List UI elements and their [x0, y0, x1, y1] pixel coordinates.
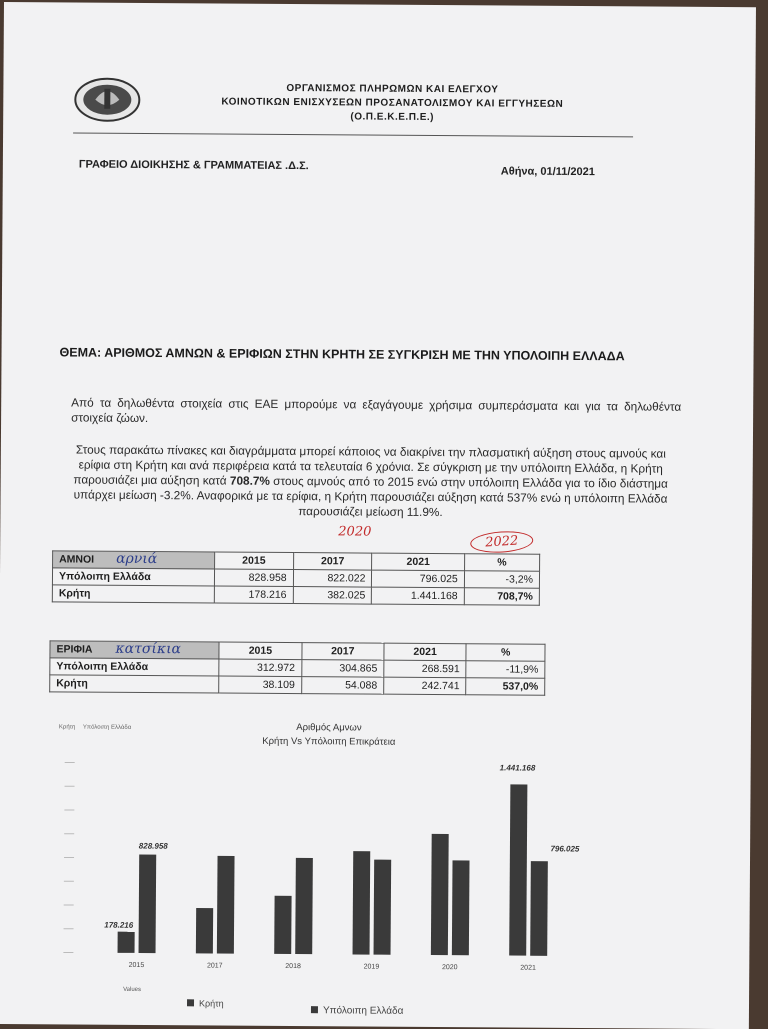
- subject-heading: ΘΕΜΑ: ΑΡΙΘΜΟΣ ΑΜΝΩΝ & ΕΡΙΦΙΩΝ ΣΤΗΝ ΚΡΗΤΗ ΣΕ ΣΥΓΚΡΙΣΗ ΜΕ ΤΗΝ ΥΠΟΛΟΙΠΗ ΕΛΛΑΔΑ: [59, 344, 659, 364]
- row-label: Υπόλοιπη Ελλάδα: [52, 568, 214, 586]
- x-tick-label: 2021: [520, 965, 536, 972]
- handwritten-note-red-2020: 2020: [338, 524, 371, 539]
- chart-plot: [47, 714, 609, 1028]
- data-label: 796.025: [550, 844, 580, 853]
- legend-label-ypoloipi: Υπόλοιπη Ελλάδα: [323, 1004, 404, 1017]
- legend-label-kriti: Κρήτη: [199, 998, 224, 1008]
- lambs-bar-chart: [47, 714, 609, 1028]
- data-label: 828.958: [139, 842, 169, 851]
- paragraph-analysis-part-c: στους αμνούς από το 2015 ενώ στην υπόλοιπη Ελλάδα για το ίδιο διάστημα υπάρχει μείωση -3.2%. Αναφορικά με τα ερίφια, η Κρήτη παρουσιάζει αύξηση κατά 537% ενώ η υπόλοιπη Ελλάδα παρουσιάζει μείωση 11.9%.: [74, 474, 668, 519]
- legend-swatch-kriti: [187, 999, 194, 1006]
- chart-title: Αριθμός Αμνων: [49, 720, 609, 735]
- bar-kriti: [274, 896, 291, 954]
- table-cell: 828.958: [214, 569, 293, 587]
- chart-subtitle: Κρήτη Vs Υπόλοιπη Επικράτεια: [49, 734, 609, 749]
- bar-kriti: [509, 784, 527, 955]
- table-cell: 537,0%: [466, 678, 545, 696]
- x-tick-label: 2017: [207, 962, 223, 969]
- bar-ypoloipi: [374, 860, 392, 955]
- org-line-1: ΟΡΓΑΝΙΣΜΟΣ ΠΛΗΡΩΜΩΝ ΚΑΙ ΕΛΕΓΧΟΥ: [157, 81, 627, 98]
- bar-ypoloipi: [452, 860, 470, 955]
- document-date: Αθήνα, 01/11/2021: [501, 165, 595, 178]
- handwritten-note-kids: κατσίκια: [115, 641, 181, 657]
- series-corner-label: Κρήτη: [59, 723, 76, 730]
- bar-kriti: [196, 908, 213, 953]
- data-label: 1.441.168: [500, 763, 536, 772]
- table-title: ΑΜΝΟΙ: [59, 553, 94, 565]
- table-title: ΕΡΙΦΙΑ: [56, 643, 92, 655]
- paragraph-analysis-part-a: Στους παρακάτω πίνακες και διαγράμματα μπορεί κάποιος να διακρίνει την πλασματική αύξηση στους αμνούς και ερίφια στη Κρήτη και ανά περιφέρεια κατά τα τελευταία 6 χρόνια. Σε σύγκριση με την υπόλοιπη Ελλάδα, η Κρήτη παρουσιάζει μια αύξηση κατά: [73, 443, 666, 488]
- bar-kriti: [118, 932, 135, 953]
- table-header: 2017: [302, 643, 384, 661]
- table-header: %: [464, 554, 539, 572]
- table-cell: -3,2%: [464, 571, 539, 589]
- bar-ypoloipi: [139, 855, 157, 954]
- table-header: 2015: [214, 552, 293, 570]
- table-header: 2021: [372, 553, 464, 571]
- table-cell: 822.022: [293, 570, 372, 588]
- table-cell: 382.025: [293, 587, 372, 605]
- data-label: 178.216: [104, 921, 134, 930]
- table-cell: 1.441.168: [372, 587, 464, 605]
- paragraph-analysis-highlight: 708.7%: [230, 474, 270, 488]
- row-label: Υπόλοιπη Ελλάδα: [50, 658, 219, 676]
- document-page: [0, 2, 756, 1029]
- organization-logo-icon: [73, 76, 141, 122]
- x-tick-label: 2019: [364, 964, 380, 971]
- table-cell: 304.865: [301, 660, 383, 678]
- table-cell: -11,9%: [466, 661, 545, 679]
- bar-ypoloipi: [295, 858, 313, 954]
- paragraph-intro: Από τα δηλωθέντα στοιχεία στις ΕΑΕ μπορούμε να εξαγάγουμε χρήσιμα συμπεράσματα και για τα δηλωθέντα στοιχεία ζώων.: [71, 395, 681, 429]
- table-cell: 268.591: [384, 660, 466, 678]
- paragraph-analysis: [62, 442, 679, 521]
- table-header: %: [466, 644, 545, 662]
- handwritten-note-red-2022: 2022: [470, 530, 534, 555]
- table-cell: 796.025: [372, 570, 464, 588]
- handwritten-note-lambs: αρνιά: [116, 551, 157, 567]
- table-row: [52, 585, 539, 605]
- bar-ypoloipi: [217, 856, 235, 954]
- x-tick-label: 2018: [285, 963, 301, 970]
- x-tick-label: 2015: [129, 962, 145, 969]
- x-tick-label: 2020: [442, 964, 458, 971]
- table-header: 2017: [293, 553, 372, 571]
- table-cell: 708,7%: [464, 588, 539, 606]
- table-cell: 54.088: [301, 677, 383, 695]
- series-corner-label: Υπόλοιπη Ελλάδα: [83, 724, 132, 731]
- table-cell: 178.216: [214, 586, 293, 604]
- bar-kriti: [353, 851, 371, 954]
- bar-kriti: [431, 834, 449, 955]
- office-name: ΓΡΑΦΕΙΟ ΔΙΟΙΚΗΣΗΣ & ΓΡΑΜΜΑΤΕΙΑΣ .Δ.Σ.: [79, 159, 309, 173]
- organization-name: [157, 81, 627, 126]
- x-axis-label: Values: [123, 987, 141, 993]
- org-line-3: (Ο.Π.Ε.Κ.Ε.Π.Ε.): [157, 109, 627, 126]
- bar-ypoloipi: [530, 861, 548, 956]
- table-row: [50, 675, 545, 695]
- table-cell: 242.741: [384, 677, 466, 695]
- legend-swatch-ypoloipi: [311, 1006, 318, 1013]
- org-line-2: ΚΟΙΝΟΤΙΚΩΝ ΕΝΙΣΧΥΣΕΩΝ ΠΡΟΣΑΝΑΤΟΛΙΣΜΟΥ ΚΑΙ ΕΓΓΥΗΣΕΩΝ: [157, 95, 627, 112]
- row-label: Κρήτη: [50, 675, 219, 693]
- table-header: 2015: [219, 642, 301, 660]
- table-header: 2021: [384, 643, 466, 661]
- table-cell: 312.972: [219, 659, 301, 677]
- table-cell: 38.109: [219, 676, 301, 694]
- row-label: Κρήτη: [52, 585, 214, 603]
